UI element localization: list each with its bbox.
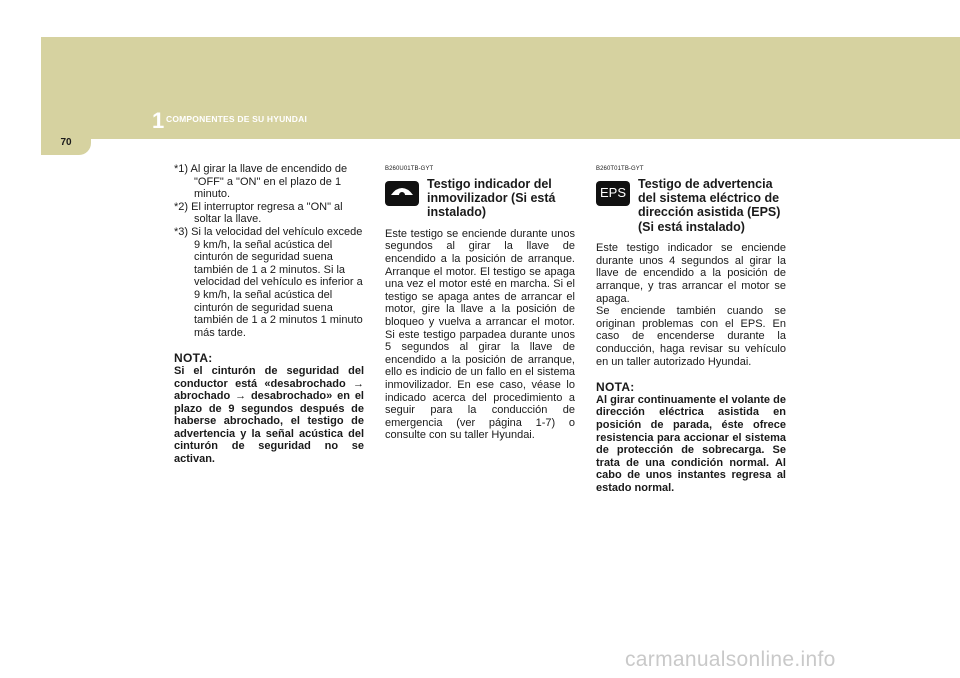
section-body-2: Se enciende también cuando se originan problemas con el EPS. En caso de encenderse durante la conducción, haga revisar su vehículo en un taller autorizado Hyundai. [596, 305, 786, 368]
footnote-3 [174, 226, 364, 339]
chapter-title: COMPONENTES DE SU HYUNDAI [166, 114, 308, 124]
column-notes [174, 163, 364, 466]
footnote-text: Si la velocidad del vehículo excede [191, 225, 363, 238]
watermark: carmanualsonline.info [625, 648, 836, 671]
footnote-mark: *2) [174, 200, 189, 213]
footnote-2 [174, 201, 364, 226]
column-eps [596, 163, 786, 495]
section-body-1: Este testigo indicador se enciende durante unos 4 segundos al girar la llave de encendido a la posición de arranque, y tras arrancar el motor se apaga. [596, 242, 786, 305]
footnote-text-cont: soltar la llave. [194, 213, 262, 226]
nota-body: Al girar continuamente el volante de dirección eléctrica asistida en posición de parada, éste ofrece resistencia para accionar el sistema de protección de sobrecarga. Se trata de una condición normal. Al cabo de unos instantes regresa al estado normal. [596, 393, 786, 494]
section-title: Testigo indicador del inmovilizador (Si está instalado) [427, 176, 556, 220]
eps-icon-label: EPS [599, 184, 626, 200]
nota-body: Si el cinturón de seguridad del conductor está «desabrochado → abrochado → desabrochado» en el plazo de 9 segundos después de haberse abrochado, el testigo de advertencia y la señal acústica del cinturón de seguridad no se activan. [174, 364, 364, 466]
section-heading [385, 177, 575, 220]
footnote-text-cont: 9 km/h, la señal acústica del cinturón de seguridad suena también de 1 a 2 minutos. Si la velocidad del vehículo es inferior a 9 km/h, la señal acústica del cinturón de seguridad suena también de 1 a 2 minutos 1 minuto más tarde. [194, 238, 363, 339]
page-number: 70 [60, 137, 72, 148]
footnote-text: El interruptor regresa a "ON" al [191, 200, 343, 213]
nota-heading: NOTA: [174, 351, 213, 366]
column-immobilizer [385, 163, 575, 442]
section-code: B260T01TB-GYT [596, 166, 644, 172]
chapter-number: 1 [152, 108, 165, 133]
nota-heading: NOTA: [596, 380, 635, 395]
footnote-mark: *1) [174, 163, 189, 175]
key-immobilizer-icon [385, 181, 419, 206]
section-body: Este testigo se enciende durante unos segundos al girar la llave de encendido a la posición de arranque. Arranque el motor. El testigo se apaga una vez el motor esté en marcha. Si el testigo se apaga antes de arrancar el motor, gire la llave a la posición de bloqueo y vuelva a arrancar el motor. Si este testigo parpadea durante unos 5 segundos al girar la llave de encendido a la posición de arranque, ello es indicio de un fallo en el sistema inmovilizador. En ese caso, véase lo indicado acerca del procedimiento a seguir para la conducción de emergencia (ver página 1-7) o consulte con su taller Hyundai. [385, 227, 575, 442]
footnote-1 [174, 163, 364, 201]
section-title: Testigo de advertencia del sistema eléctrico de dirección asistida (EPS) (Si está instalado) [638, 176, 781, 234]
footnote-text-cont: "OFF" a "ON" en el plazo de 1 minuto. [194, 175, 342, 201]
section-heading [596, 177, 786, 235]
footnote-text: Al girar la llave de encendido de [190, 163, 348, 175]
eps-icon [596, 181, 630, 206]
footnote-mark: *3) [174, 225, 189, 238]
section-code: B260U01TB-GYT [385, 166, 434, 172]
